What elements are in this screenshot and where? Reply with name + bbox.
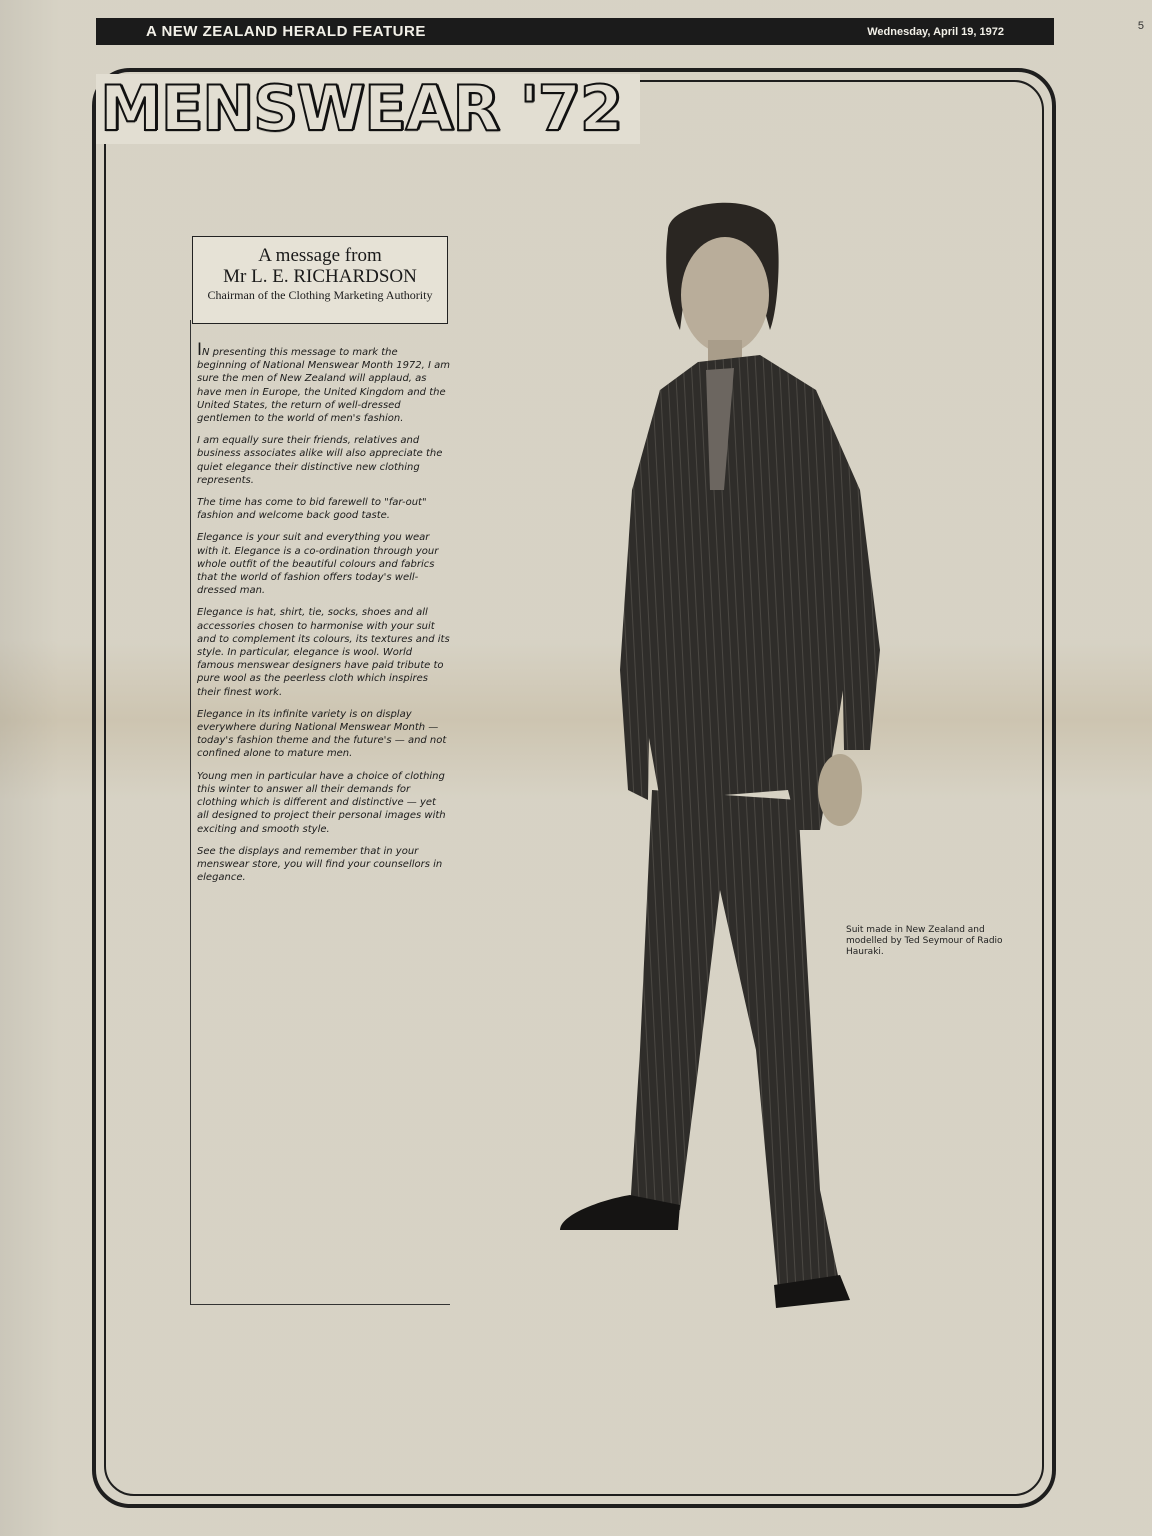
article-paragraph: Elegance is hat, shirt, tie, socks, shoes and all accessories chosen to harmonise with your suit and to complement its colours, its textures and its style. In particular, elegance is wool. World famous menswear designers have paid tribute to pure wool as the peerless cloth which inspires their finest work. bbox=[197, 607, 450, 698]
article-paragraph: IN presenting this message to mark the beginning of National Menswear Month 1972, I am sure the men of New Zealand will applaud, as have men in Europe, the United Kingdom and the United States, the return of well-dressed gentlemen to the world of men's fashion. bbox=[197, 340, 451, 425]
message-author: Mr L. E. RICHARDSON bbox=[223, 266, 417, 287]
article-body bbox=[190, 320, 450, 1305]
message-author-title: Chairman of the Clothing Marketing Authority bbox=[207, 288, 433, 302]
photo-caption: Suit made in New Zealand and modelled by Ted Seymour of Radio Hauraki. bbox=[846, 925, 1003, 957]
article-paragraph: Elegance is your suit and everything you wear with it. Elegance is a co-ordination through your whole outfit of the beautiful colours and fabrics that the world of fashion offers today's well-dressed man. bbox=[197, 532, 439, 597]
message-heading: A message from bbox=[258, 245, 382, 266]
header-date: Wednesday, April 19, 1972 bbox=[867, 25, 1004, 38]
header-bar bbox=[96, 18, 1054, 45]
dropcap: I bbox=[197, 340, 203, 360]
right-hand-shape bbox=[818, 754, 862, 826]
article-paragraph: The time has come to bid farewell to "far-out" fashion and welcome back good taste. bbox=[197, 497, 427, 522]
article-paragraph: Elegance in its infinite variety is on display everywhere during National Menswear Month — today's fashion theme and the future's — and not confined alone to mature men. bbox=[197, 708, 447, 760]
article-paragraph: I am equally sure their friends, relatives and business associates alike will also appreciate the quiet elegance their distinctive new clothing represents. bbox=[197, 435, 443, 486]
header-title: A NEW ZEALAND HERALD FEATURE bbox=[146, 23, 426, 40]
page-number: 5 bbox=[1137, 20, 1144, 32]
jacket-shape bbox=[630, 355, 848, 830]
article-paragraph: Young men in particular have a choice of clothing this winter to answer all their demands for clothing which is different and distinctive — yet all designed to project their personal images with exciting and smooth style. bbox=[197, 770, 446, 835]
masthead bbox=[96, 74, 640, 144]
model-photo bbox=[520, 190, 890, 1320]
article-paragraph: See the displays and remember that in your menswear store, you will find your counsellors in elegance. bbox=[197, 845, 443, 884]
face-shape bbox=[681, 237, 769, 353]
masthead-title: MENSWEAR '72 bbox=[100, 72, 622, 145]
message-box bbox=[192, 236, 448, 324]
